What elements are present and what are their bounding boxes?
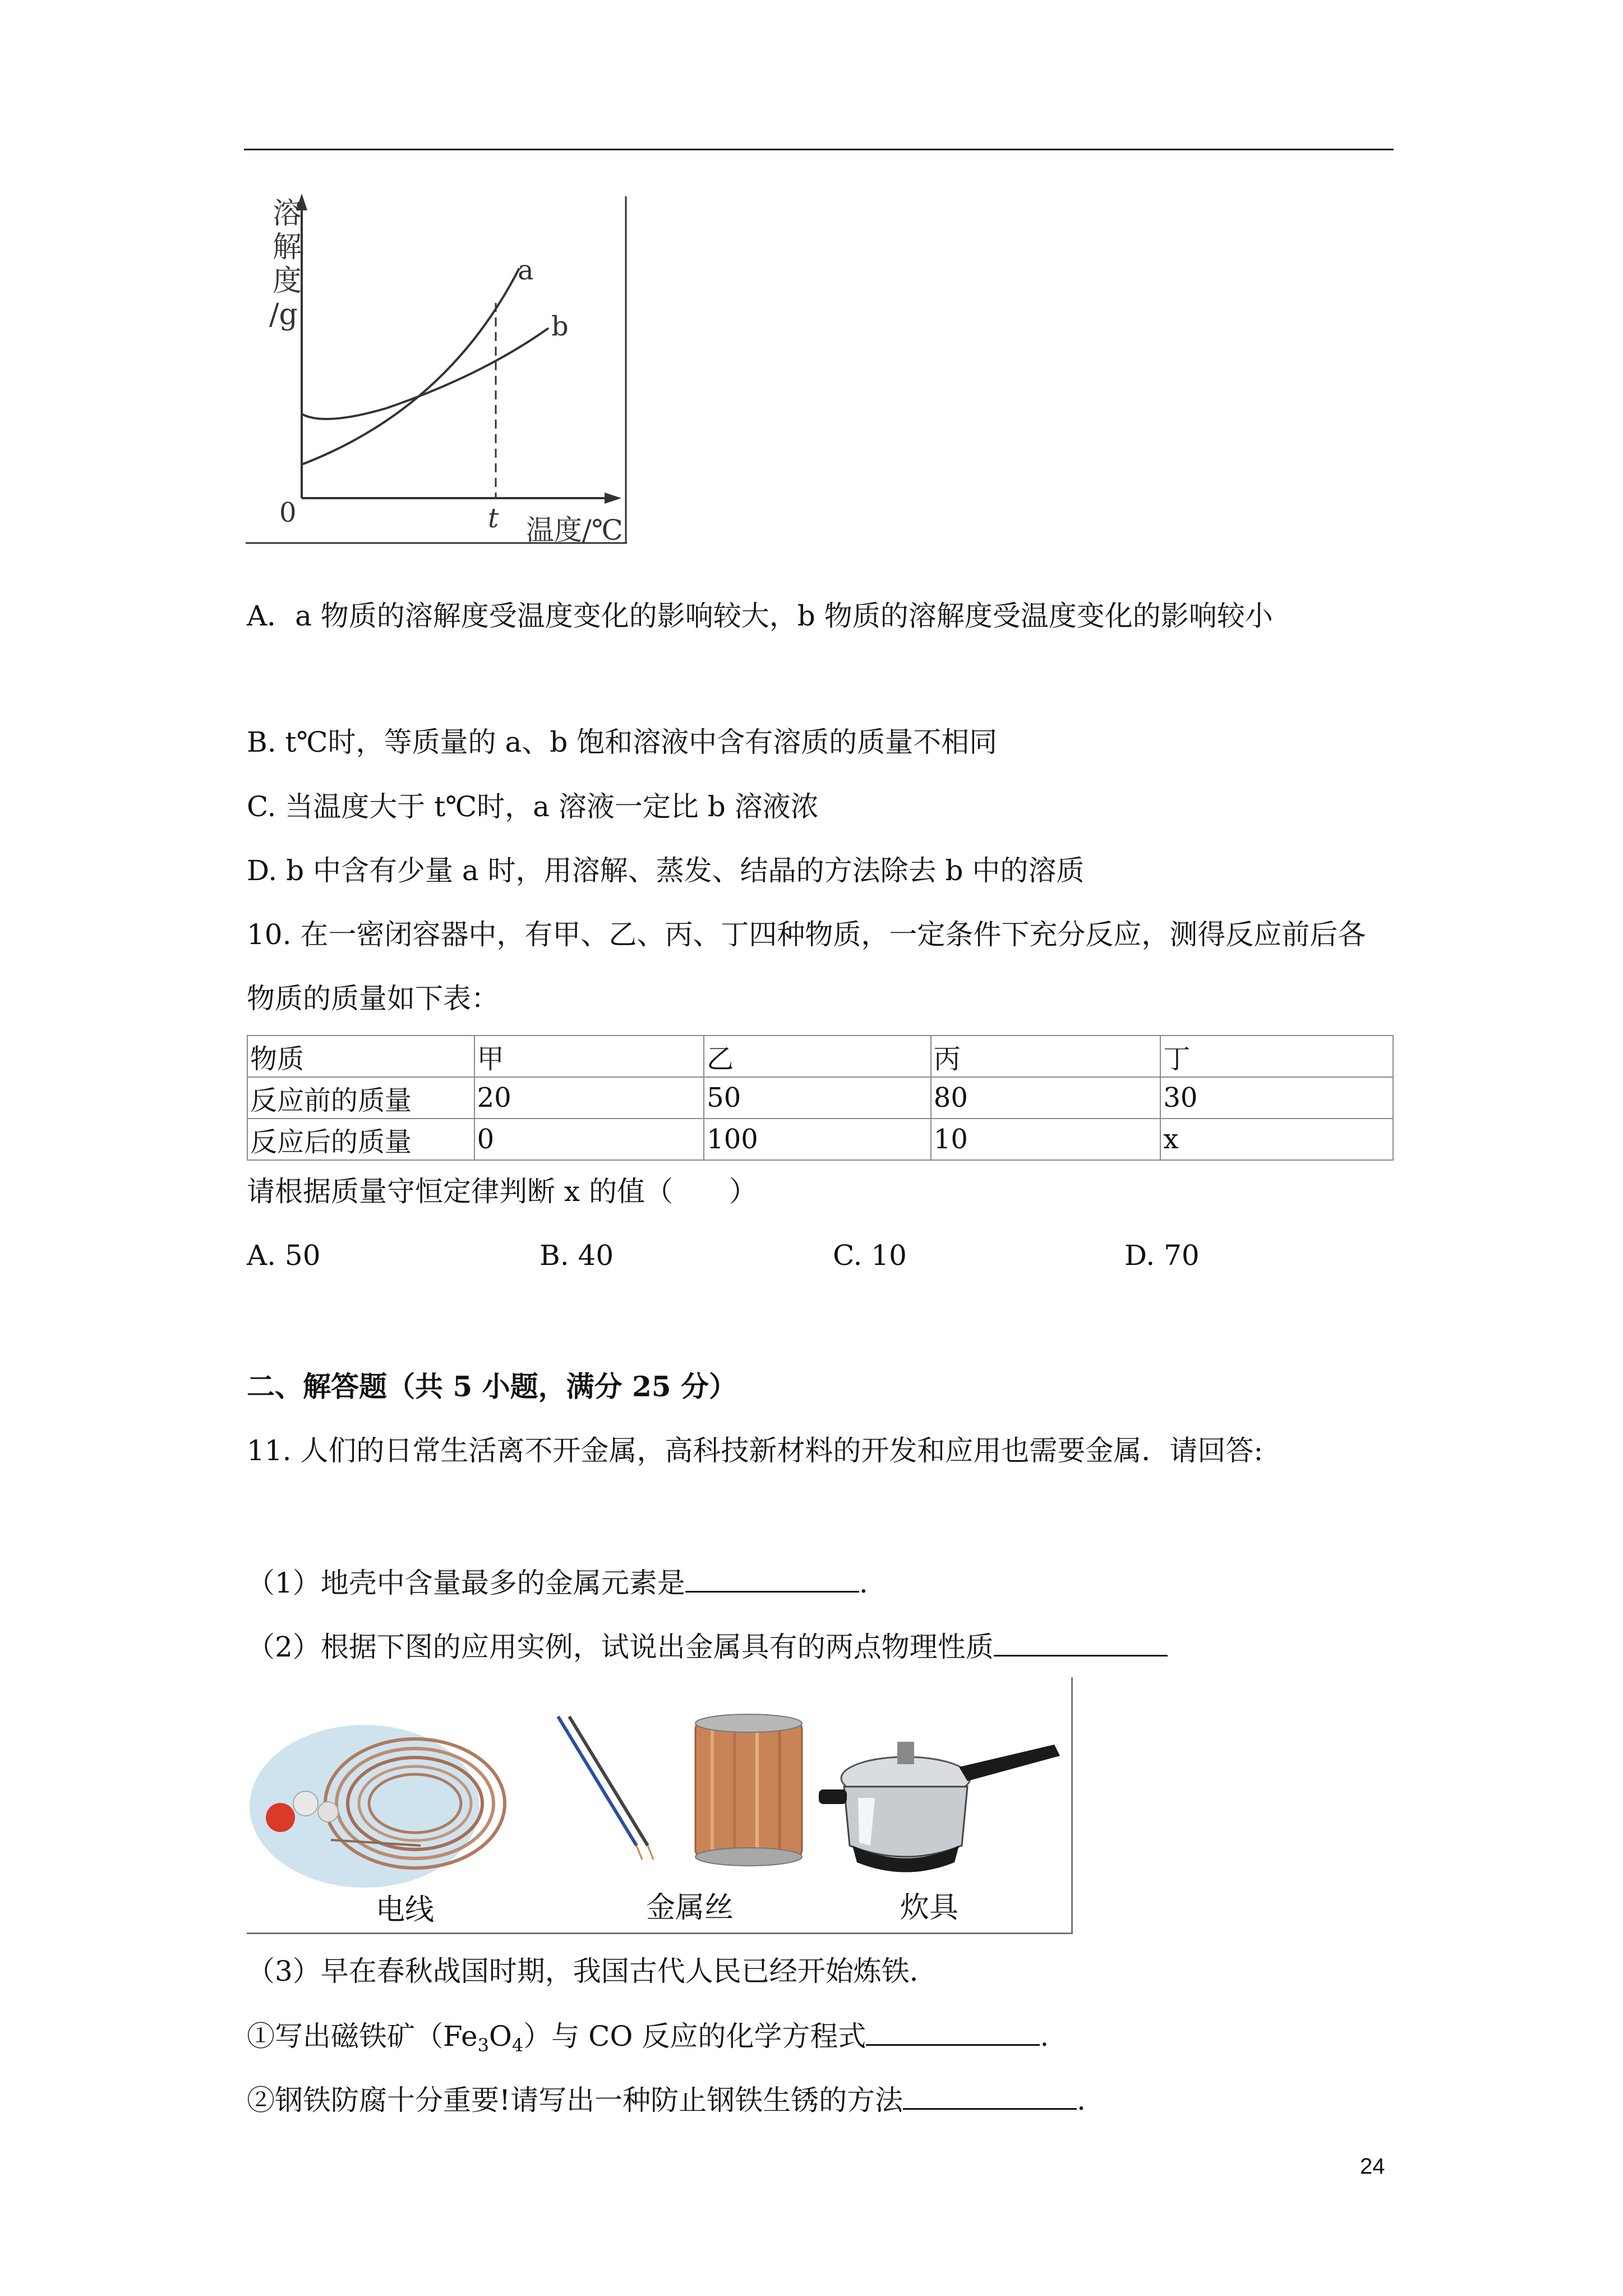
t-label: t xyxy=(488,503,499,534)
q11-part3a-pre: ①写出磁铁矿（Fe xyxy=(247,2020,478,2053)
origin-label: 0 xyxy=(279,497,297,528)
y-label-1: 溶 xyxy=(273,197,302,231)
answer-blank-1[interactable] xyxy=(685,1565,859,1593)
q11-part3a-mid: O xyxy=(488,2020,512,2053)
table-cell: 反应后的质量 xyxy=(247,1119,474,1160)
q9-option-c: C. 当温度大于 t℃时，a 溶液一定比 b 溶液浓 xyxy=(247,790,819,823)
x-axis-arrow xyxy=(605,493,621,504)
table-cell: 物质 xyxy=(247,1036,474,1077)
answer-blank-3[interactable] xyxy=(866,2018,1040,2046)
q11-part3b-text: ②钢铁防腐十分重要!请写出一种防止钢铁生锈的方法 xyxy=(247,2084,903,2116)
q10-option-a: A. 50 xyxy=(247,1239,321,1272)
x-axis-label: 温度/℃ xyxy=(526,514,623,544)
table-row xyxy=(247,1036,1393,1077)
wire-strand-dark xyxy=(569,1717,648,1846)
table-cell: 反应前的质量 xyxy=(247,1077,474,1119)
table-cell: 甲 xyxy=(474,1036,704,1077)
table-cell: 丙 xyxy=(931,1036,1161,1077)
q11-part1-text: （1）地壳中含量最多的金属元素是 xyxy=(247,1567,685,1599)
solubility-chart xyxy=(246,191,627,544)
q11-part1 xyxy=(247,1565,868,1601)
q10-option-b: B. 40 xyxy=(540,1239,614,1272)
wire-strand-blue xyxy=(558,1717,637,1846)
q11-part3: （3）早在春秋战国时期，我国古代人民已经开始炼铁． xyxy=(247,1955,938,1987)
table-cell: 80 xyxy=(931,1077,1161,1119)
q11-part2 xyxy=(247,1629,1168,1665)
table-cell: 乙 xyxy=(704,1036,931,1077)
answer-blank-2[interactable] xyxy=(994,1629,1168,1657)
subscript-4: 4 xyxy=(511,2035,524,2056)
mass-table xyxy=(247,1035,1394,1161)
q9-option-d: D. b 中含有少量 a 时，用溶解、蒸发、结晶的方法除去 b 中的溶质 xyxy=(247,854,1085,887)
answer-blank-4[interactable] xyxy=(903,2082,1077,2110)
table-cell: 20 xyxy=(474,1077,704,1119)
subscript-3: 3 xyxy=(477,2035,489,2056)
y-label-3: 度 xyxy=(273,264,302,298)
plug-red xyxy=(266,1803,295,1832)
q11-stem: 11. 人们的日常生活离不开金属，高科技新材料的开发和应用也需要金属．请回答: xyxy=(247,1434,1264,1467)
caption-metal-wire: 金属丝 xyxy=(646,1891,734,1925)
cooker-handle xyxy=(959,1745,1060,1781)
series-a-label: a xyxy=(518,255,534,286)
table-cell: 丁 xyxy=(1160,1036,1393,1077)
table-row xyxy=(247,1119,1393,1160)
table-cell: 30 xyxy=(1160,1077,1393,1119)
solubility-chart-svg xyxy=(246,191,627,544)
q11-part3a xyxy=(247,2018,1049,2063)
table-row xyxy=(247,1077,1393,1119)
q10-option-d: D. 70 xyxy=(1124,1239,1200,1272)
q11-part3b-end: . xyxy=(1077,2084,1086,2116)
q10-stem-line1: 10. 在一密闭容器中，有甲、乙、丙、丁四种物质，一定条件下充分反应，测得反应前后各 xyxy=(247,918,1366,951)
table-cell: 10 xyxy=(931,1119,1161,1160)
page-number: 24 xyxy=(1360,2154,1385,2179)
table-cell: x xyxy=(1160,1119,1393,1160)
table-cell: 0 xyxy=(474,1119,704,1160)
metal-applications-image xyxy=(247,1677,1073,1934)
q10-stem-line2: 物质的质量如下表： xyxy=(247,982,499,1015)
q11-part3a-post: ）与 CO 反应的化学方程式 xyxy=(523,2020,866,2053)
caption-wire: 电线 xyxy=(376,1893,435,1927)
q10-prompt: 请根据质量守恒定律判断 x 的值（ ） xyxy=(247,1175,757,1208)
q11-part3b xyxy=(247,2082,1086,2118)
y-label-2: 解 xyxy=(273,231,302,264)
q9-option-b: B. t℃时，等质量的 a、b 饱和溶液中含有溶质的质量不相同 xyxy=(247,726,998,758)
q10-option-c: C. 10 xyxy=(833,1239,907,1272)
section-title: 二、解答题（共 5 小题，满分 25 分） xyxy=(247,1370,737,1403)
series-b-label: b xyxy=(551,311,569,342)
y-label-4: /g xyxy=(269,298,298,332)
q11-part1-end: . xyxy=(859,1567,868,1599)
caption-cookware: 炊具 xyxy=(900,1891,959,1925)
header-rule xyxy=(244,149,1394,150)
q11-part2-text: （2）根据下图的应用实例，试说出金属具有的两点物理性质 xyxy=(247,1631,994,1663)
q11-part3a-end: . xyxy=(1040,2020,1049,2053)
curve-b xyxy=(302,328,548,419)
q9-option-a: A．a 物质的溶解度受温度变化的影响较大，b 物质的溶解度受温度变化的影响较小 xyxy=(247,600,1273,632)
table-cell: 50 xyxy=(704,1077,931,1119)
table-cell: 100 xyxy=(704,1119,931,1160)
